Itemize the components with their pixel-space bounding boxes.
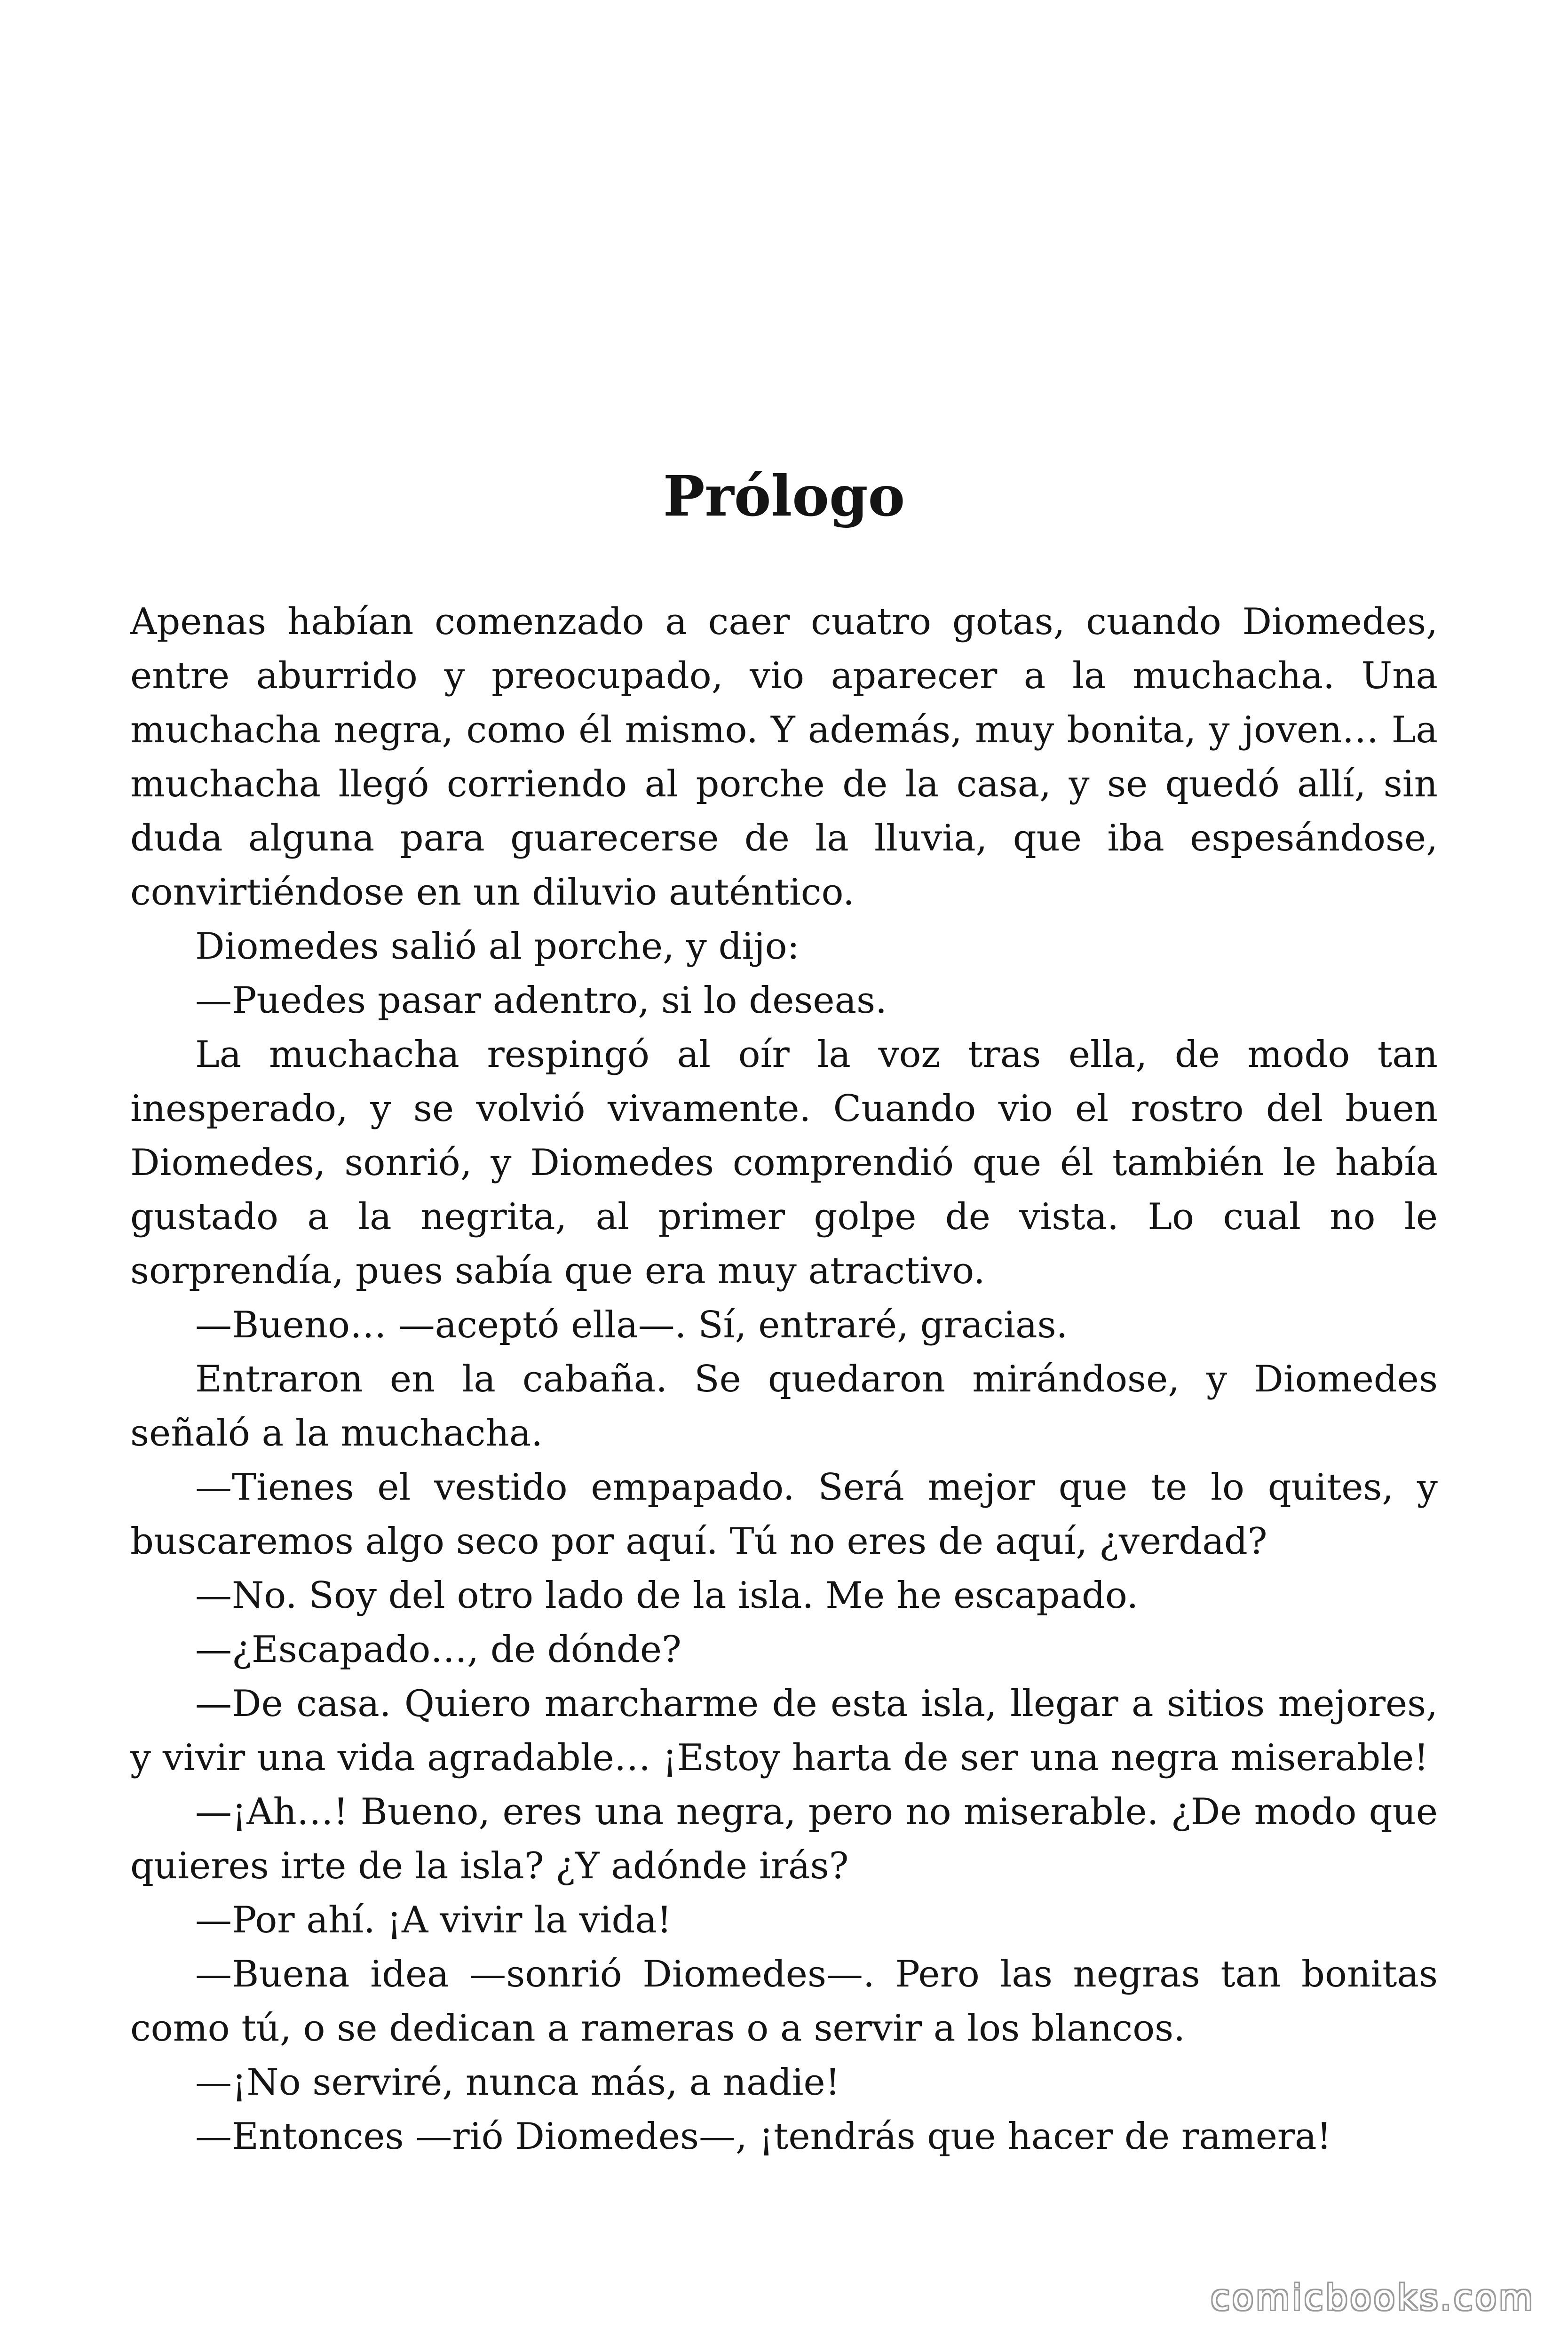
dialogue-line: —Entonces —rió Diomedes—, ¡tendrás que hacer de ramera!	[195, 2115, 1331, 2158]
chapter-title: Prólogo	[663, 463, 905, 529]
chapter-body	[130, 595, 1438, 2164]
dialogue-line: —Tienes el vestido empapado. Será mejor que te lo quites, y buscaremos algo seco por aquí. Tú no eres de aquí, ¿verdad?	[130, 1466, 1438, 1563]
site-watermark: comicbooks.com	[1211, 2278, 1535, 2318]
dialogue-line: —De casa. Quiero marcharme de esta isla, llegar a sitios mejores, y vivir una vida agradable… ¡Estoy harta de ser una negra miserable!	[130, 1683, 1438, 1779]
paragraph: Apenas habían comenzado a caer cuatro gotas, cuando Diomedes, entre aburrido y preocupado, vio aparecer a la muchacha. Una muchacha negra, como él mismo. Y además, muy bonita, y joven… La muchacha llegó corriendo al porche de la casa, y se quedó allí, sin duda alguna para guarecerse de la lluvia, que iba espesándose, convirtiéndose en un diluvio auténtico.	[130, 601, 1438, 914]
paragraph: Diomedes salió al porche, y dijo:	[195, 925, 800, 968]
dialogue-line: —Por ahí. ¡A vivir la vida!	[195, 1899, 672, 1941]
paragraph: Entraron en la cabaña. Se quedaron mirándose, y Diomedes señaló a la muchacha.	[130, 1358, 1438, 1454]
dialogue-line: —Bueno… —aceptó ella—. Sí, entraré, gracias.	[195, 1304, 1068, 1346]
dialogue-line: —¡No serviré, nunca más, a nadie!	[195, 2061, 840, 2104]
dialogue-line: —Buena idea —sonrió Diomedes—. Pero las negras tan bonitas como tú, o se dedican a rameras o a servir a los blancos.	[130, 1953, 1438, 2050]
dialogue-line: —¿Escapado…, de dónde?	[195, 1629, 681, 1671]
paragraph: La muchacha respingó al oír la voz tras ella, de modo tan inesperado, y se volvió vivamente. Cuando vio el rostro del buen Diomedes, sonrió, y Diomedes comprendió que él también le había gustado a la negrita, al primer golpe de vista. Lo cual no le sorprendía, pues sabía que era muy atractivo.	[130, 1033, 1438, 1292]
dialogue-line: —¡Ah…! Bueno, eres una negra, pero no miserable. ¿De modo que quieres irte de la isla? ¿Y adónde irás?	[130, 1791, 1438, 1887]
dialogue-line: —No. Soy del otro lado de la isla. Me he escapado.	[195, 1574, 1139, 1617]
dialogue-line: —Puedes pasar adentro, si lo deseas.	[195, 979, 887, 1022]
